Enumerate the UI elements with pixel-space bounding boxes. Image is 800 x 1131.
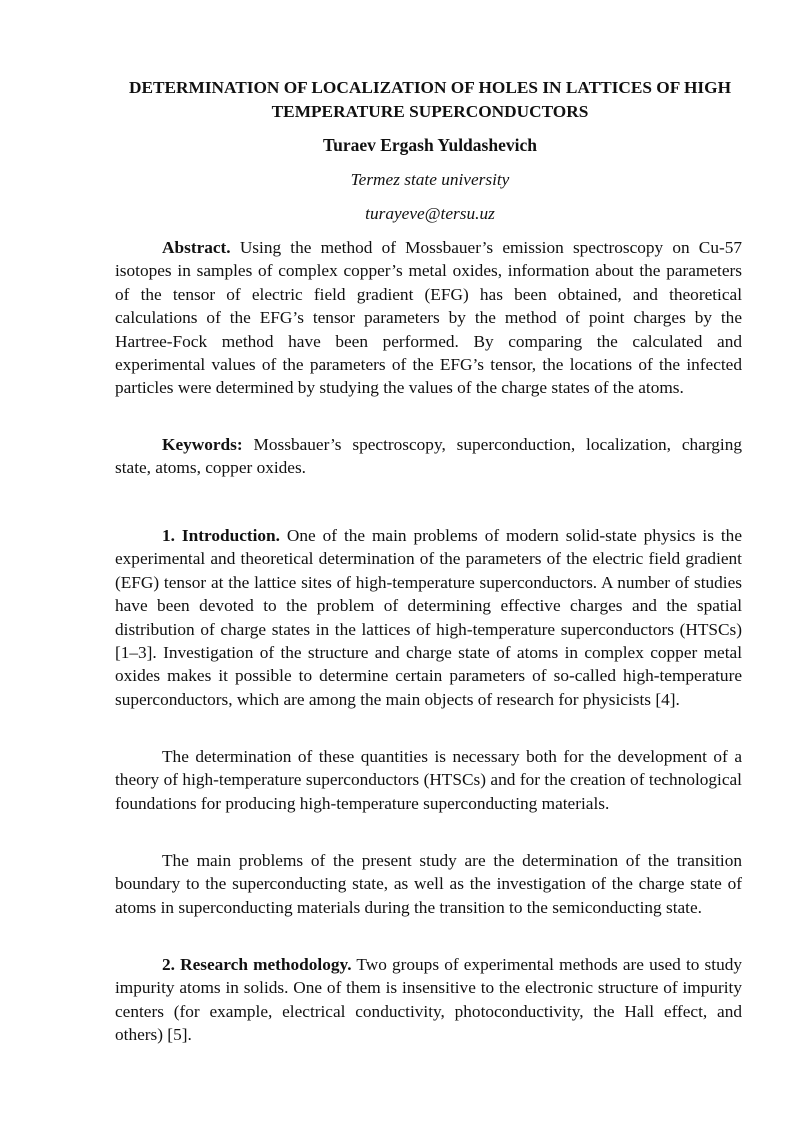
abstract-paragraph: [115, 236, 742, 400]
introduction-heading: 1. Introduction.: [162, 526, 280, 545]
problems-paragraph: The main problems of the present study are the determination of the transition boundary to the superconducting state, as well as the investigation of the charge state of atoms in superconducting materials during the transition to the semiconducting state.: [115, 851, 742, 917]
paper-title: DETERMINATION OF LOCALIZATION OF HOLES IN LATTICES OF HIGH TEMPERATURE SUPERCONDUCTORS: [128, 78, 732, 121]
introduction-paragraph: [115, 524, 742, 711]
determination-paragraph: The determination of these quantities is necessary both for the development of a theory of high-temperature superconductors (HTSCs) and for the creation of technological foundations for producing high-temperature superconducting materials.: [115, 747, 742, 813]
abstract-label: Abstract.: [162, 238, 231, 257]
author-name: Turaev Ergash Yuldashevich: [323, 135, 537, 155]
author-email: turayeve@tersu.uz: [365, 204, 495, 223]
author-affiliation: Termez state university: [350, 170, 510, 189]
keywords-label: Keywords:: [162, 435, 243, 454]
introduction-text: One of the main problems of modern solid-state physics is the experimental and theoretical determination of the parameters of the electric field gradient (EFG) tensor at the lattice sites of high-temperature superconductors. A number of studies have been devoted to the problem of determining effective charges and the spatial distribution of charge states in the lattices of high-temperature superconductors (HTSCs) [1–3]. Investigation of the structure and charge state of atoms in complex copper metal oxides makes it possible to determine certain parameters of so-called high-temperature superconductors, which are among the main objects of research for physicists [4].: [115, 526, 742, 709]
keywords-text: Mossbauer’s spectroscopy, superconduction, localization, charging state, atoms, copper oxides.: [115, 435, 742, 478]
methodology-text: Two groups of experimental methods are used to study impurity atoms in solids. One of them is insensitive to the electronic structure of impurity centers (for example, electrical conductivity, photoconductivity, the Hall effect, and others) [5].: [115, 955, 743, 1045]
abstract-text: Using the method of Mossbauer’s emission spectroscopy on Cu-57 isotopes in samples of complex copper’s metal oxides, information about the parameters of the tensor of electric field gradient (EFG) has been obtained, and theoretical calculations of the EFG’s tensor parameters by the method of point charges by the Hartree-Fock method have been performed. By comparing the calculated and experimental values of the parameters of the EFG’s tensor, the locations of the infected particles were determined by studying the values of the charge states of the atoms.: [115, 238, 742, 398]
keywords-paragraph: [115, 433, 742, 480]
methodology-paragraph: [115, 953, 742, 1047]
methodology-heading: 2. Research methodology.: [162, 955, 352, 974]
